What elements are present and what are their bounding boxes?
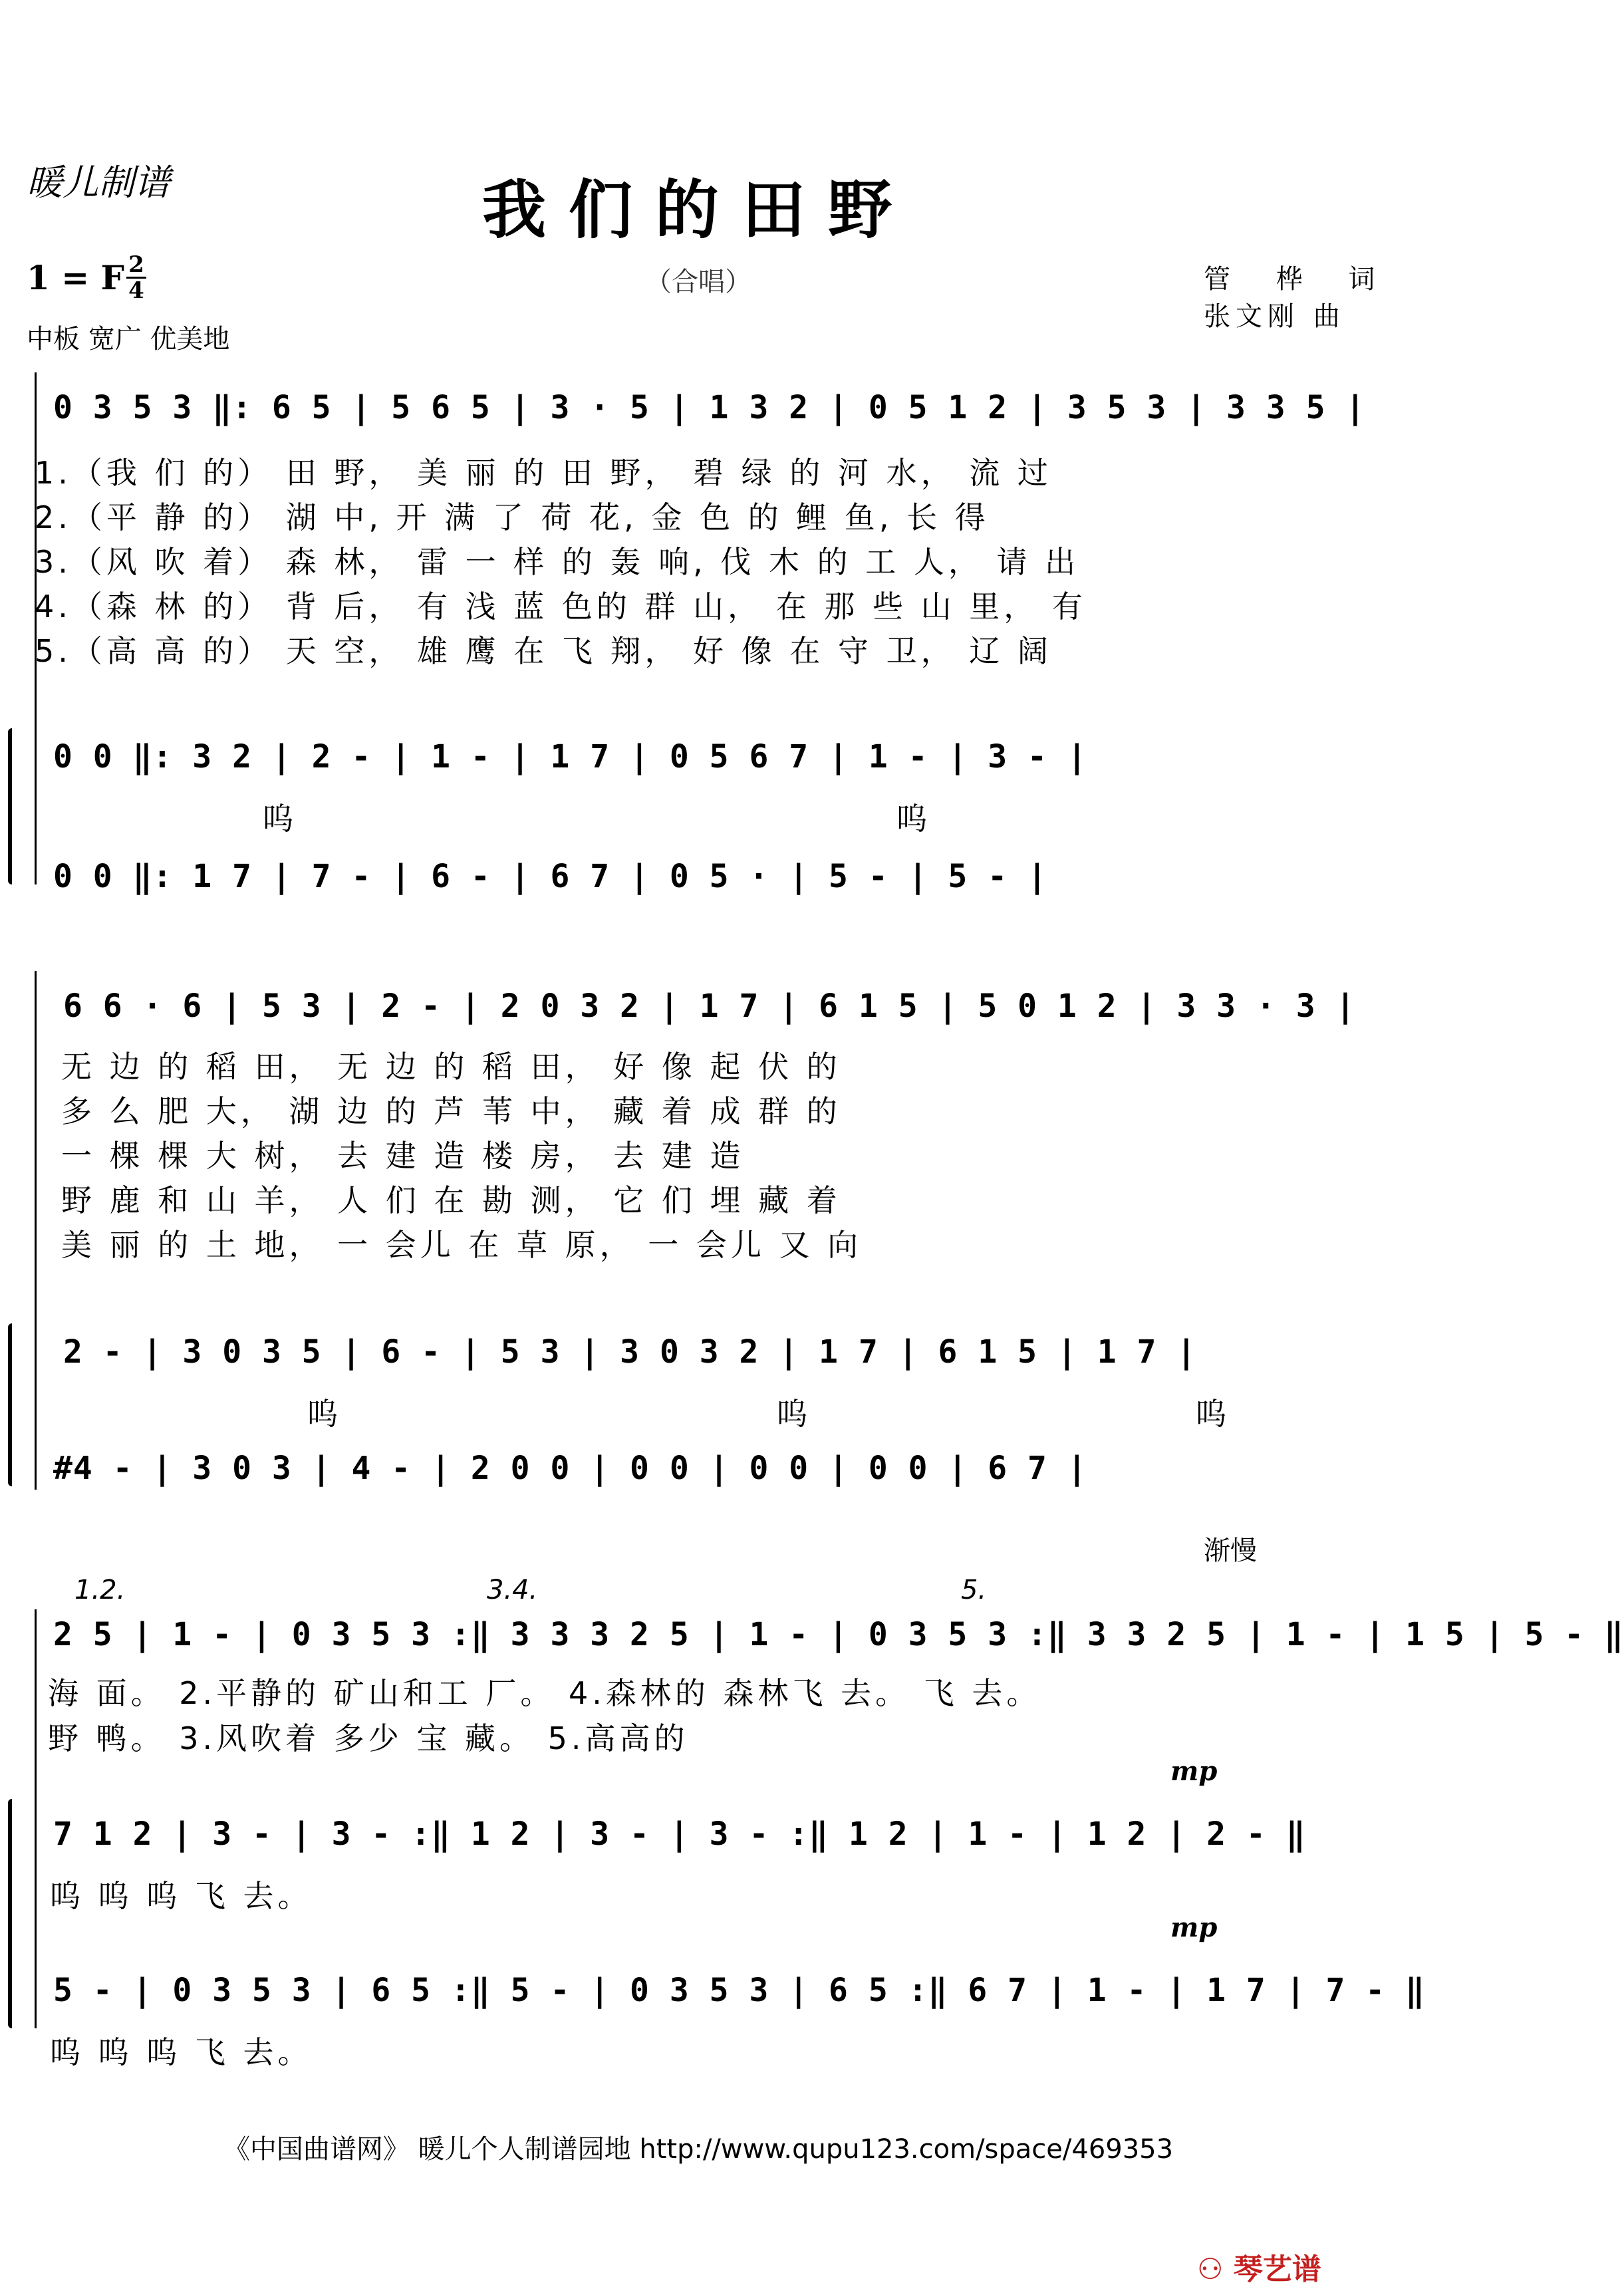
- staff-brace: [8, 728, 12, 884]
- site-logo: [1197, 2245, 1321, 2288]
- lyric-verse-3: 3.（风 吹 着） 森 林， 雷 一 样 的 轰 响, 伐 木 的 工 人， 请 出: [35, 544, 1080, 580]
- lyric-verse-4: 4.（森 林 的） 背 后， 有 浅 蓝 色的 群 山， 在 那 些 山 里， 有: [35, 589, 1087, 624]
- arranger-credit: 暖儿制谱: [27, 162, 170, 203]
- meter-top: 2: [128, 251, 144, 278]
- source-footer: 《中国曲谱网》 暖儿个人制谱园地 http://www.qupu123.com/space/469353: [223, 2134, 1174, 2165]
- staff-brace: [8, 1323, 12, 1486]
- melody-line: 0 3 5 3 ‖: 6 5 | 5 6 5 | 3 · 5 | 1 3 2 | 0 5 1 2 | 3 5 3 | 3 3 5 |: [53, 389, 1366, 426]
- lyric-verse-1: 无 边 的 稻 田， 无 边 的 稻 田， 好 像 起 伏 的: [61, 1049, 841, 1085]
- composer: 张文刚 曲: [1204, 301, 1345, 332]
- upper-harmony-line: 0 0 ‖: 3 2 | 2 - | 1 - | 1 7 | 0 5 6 7 | 1 - | 3 - |: [53, 738, 1087, 775]
- harmony-lyric: 呜: [1196, 1396, 1230, 1432]
- harmony-lyric: 呜 呜 呜 飞 去。: [50, 1878, 313, 1914]
- ritardando-marking: 渐慢: [1204, 1536, 1257, 1566]
- lyric-verse-5: 美 丽 的 土 地， 一 会儿 在 草 原， 一 会儿 又 向: [61, 1227, 863, 1263]
- lyric-line-1: 海 面。 2.平静的 矿山和工 厂。 4.森林的 森林飞 去。 飞 去。: [48, 1675, 1041, 1711]
- lower-harmony-line: 0 0 ‖: 1 7 | 7 - | 6 - | 6 7 | 0 5 · | 5 - | 5 - |: [53, 858, 1047, 895]
- song-title: 我们的田野: [482, 172, 914, 247]
- upper-harmony-line: 7 1 2 | 3 - | 3 - :‖ 1 2 | 3 - | 3 - :‖ 1 2 | 1 - | 1 2 | 2 - ‖: [53, 1816, 1306, 1853]
- upper-harmony-line: 2 - | 3 0 3 5 | 6 - | 5 3 | 3 0 3 2 | 1 7 | 6 1 5 | 1 7 |: [63, 1333, 1197, 1371]
- lyric-verse-2: 多 么 肥 大， 湖 边 的 芦 苇 中， 藏 着 成 群 的: [61, 1093, 841, 1129]
- lyric-verse-4: 野 鹿 和 山 羊， 人 们 在 勘 测， 它 们 埋 藏 着: [61, 1182, 841, 1218]
- volta-3: 5.: [961, 1575, 987, 1605]
- lower-harmony-line: #4 - | 3 0 3 | 4 - | 2 0 0 | 0 0 | 0 0 | 0 0 | 6 7 |: [53, 1450, 1087, 1487]
- staff-brace: [8, 1799, 12, 2028]
- lyricist: 管 桦 词: [1204, 264, 1394, 295]
- lyric-line-2: 野 鸭。 3.风吹着 多少 宝 藏。 5.高高的: [48, 1720, 689, 1756]
- logo-mark-icon: ⚇: [1197, 2252, 1224, 2286]
- melody-line: 2 5 | 1 - | 0 3 5 3 :‖ 3 3 3 2 5 | 1 - | 0 3 5 3 :‖ 3 3 2 5 | 1 - | 1 5 | 5 - ‖: [53, 1616, 1624, 1653]
- lyric-verse-1: 1.（我 们 的） 田 野， 美 丽 的 田 野， 碧 绿 的 河 水， 流 过: [35, 455, 1052, 491]
- volta-2: 3.4.: [487, 1575, 538, 1605]
- meter-bottom: 4: [128, 277, 144, 304]
- tempo-marking: 中板 宽广 优美地: [27, 324, 230, 354]
- volta-1: 1.2.: [74, 1575, 126, 1605]
- harmony-lyric: 呜: [263, 801, 297, 837]
- system-line: [35, 971, 37, 1490]
- melody-line: 6 6 · 6 | 5 3 | 2 - | 2 0 3 2 | 1 7 | 6 1 5 | 5 0 1 2 | 3 3 · 3 |: [63, 988, 1356, 1025]
- lyric-verse-3: 一 棵 棵 大 树， 去 建 造 楼 房， 去 建 造: [61, 1138, 745, 1174]
- subtitle: （合唱）: [645, 267, 751, 297]
- harmony-lyric: 呜: [896, 801, 931, 837]
- key-signature: 1 = F: [27, 258, 124, 297]
- dynamic-mp-upper: mp: [1170, 1756, 1218, 1787]
- harmony-lyric: 呜: [307, 1396, 342, 1432]
- harmony-lyric: 呜: [777, 1396, 811, 1432]
- logo-text: 琴艺谱: [1233, 2252, 1321, 2286]
- system-line: [35, 1609, 37, 2028]
- lyric-verse-2: 2.（平 静 的） 湖 中, 开 满 了 荷 花, 金 色 的 鲤 鱼, 长 得: [35, 499, 990, 535]
- lyric-verse-5: 5.（高 高 的） 天 空， 雄 鹰 在 飞 翔， 好 像 在 守 卫， 辽 阔: [35, 633, 1052, 669]
- lower-harmony-line: 5 - | 0 3 5 3 | 6 5 :‖ 5 - | 0 3 5 3 | 6 5 :‖ 6 7 | 1 - | 1 7 | 7 - ‖: [53, 1972, 1425, 2009]
- dynamic-mp-lower: mp: [1170, 1912, 1218, 1943]
- harmony-lyric: 呜 呜 呜 飞 去。: [50, 2034, 313, 2070]
